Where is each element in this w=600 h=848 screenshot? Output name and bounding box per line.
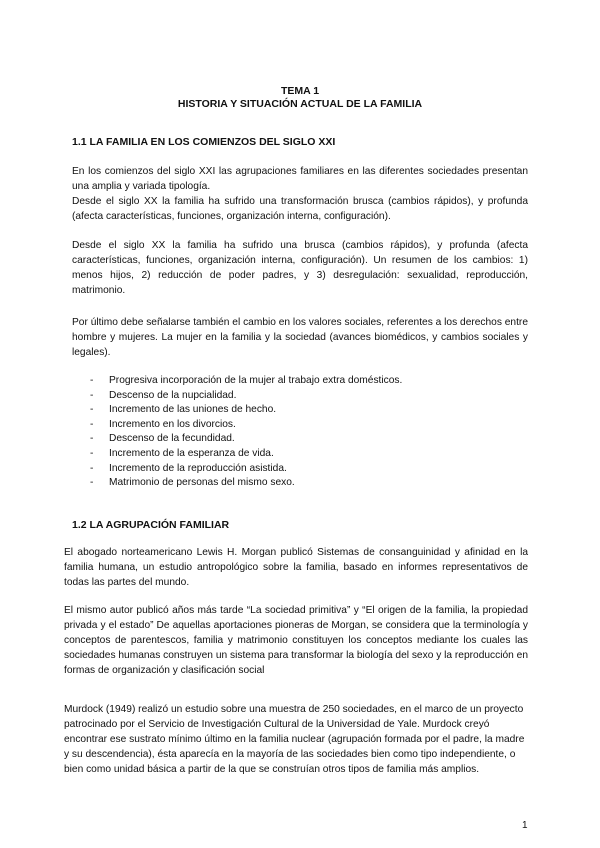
section-1-paragraph-3: Desde el siglo XX la familia ha sufrido una brusca (cambios rápidos), y profunda (afecta características, funciones, organización interna, configuración). Un resumen de los cambios: 1) menos hijos, 2) reducción de poder padres, y 3) desregulación: sexualidad, reproducción, matrimonio.: [72, 240, 528, 296]
list-item: [90, 418, 402, 433]
section-1-paragraph-2: Desde el siglo XX la familia ha sufrido una transformación brusca (cambios rápidos), y profunda (afecta características, funciones, organización interna, configuración).: [72, 196, 528, 222]
list-item: [90, 374, 402, 389]
bullet-dash: -: [90, 447, 94, 459]
list-item-text: Incremento de las uniones de hecho.: [109, 404, 277, 416]
section-2-paragraph-2: El mismo autor publicó años más tarde “La sociedad primitiva” y “El origen de la familia, la propiedad privada y el estado” De aquellas aportaciones pioneras de Morgan, se considera que la terminología y conceptos de parentescos, familia y matrimonio constituyen los conceptos mediante los cuales las sociedades humanas construyen un sistema para transformar la biología del sexo y la reproducción en formas de organización y clasificación social: [64, 605, 528, 676]
bullet-dash: -: [90, 477, 94, 489]
list-item: [90, 389, 402, 404]
bullet-dash: -: [90, 462, 94, 474]
document-title: HISTORIA Y SITUACIÓN ACTUAL DE LA FAMILIA: [177, 98, 423, 110]
list-item-text: Incremento en los divorcios.: [109, 418, 236, 430]
list-item: [90, 476, 402, 491]
bullet-dash: -: [90, 418, 94, 430]
list-item-text: Descenso de la fecundidad.: [109, 433, 235, 445]
list-item-text: Descenso de la nupcialidad.: [109, 389, 237, 401]
bullet-dash: -: [90, 404, 94, 416]
document-tema: TEMA 1: [280, 85, 320, 97]
list-item-text: Incremento de la reproducción asistida.: [109, 462, 287, 474]
section-2-paragraph-1: El abogado norteamericano Lewis H. Morgan publicó Sistemas de consanguinidad y afinidad en la familia humana, un estudio antropológico sobre la familia, basado en informes representativos de todas las partes del mundo.: [64, 547, 528, 588]
list-item: [90, 403, 402, 418]
section-2-paragraph-3: Murdock (1949) realizó un estudio sobre una muestra de 250 sociedades, en el marco de un proyecto patrocinado por el Servicio de Investigación Cultural de la Universidad de Yale. Murdock creyó encontrar ese sustrato mínimo último en la familia nuclear (agrupación formada por el padre, la madre y su descendencia), ésta aparecía en la mayoría de las sociedades bien como tipo independiente, o bien como unidad básica a partir de la que se construían otros tipos de familia más amplios.: [64, 704, 525, 775]
list-item: [90, 432, 402, 447]
bullet-dash: -: [90, 389, 94, 401]
page-number: 1: [522, 820, 528, 831]
section-1-paragraph-1: En los comienzos del siglo XXI las agrupaciones familiares en las diferentes sociedades presentan una amplia y variada tipología.: [72, 166, 528, 192]
bullet-dash: -: [90, 433, 94, 445]
section-1-paragraph-4: Por último debe señalarse también el cambio en los valores sociales, referentes a los derechos entre hombre y mujeres. La mujer en la familia y la sociedad (avances biomédicos, y cambios sociales y legales).: [72, 317, 528, 358]
list-item: [90, 447, 402, 462]
section-1-heading: 1.1 LA FAMILIA EN LOS COMIENZOS DEL SIGLO XXI: [72, 136, 336, 148]
list-item-text: Progresiva incorporación de la mujer al trabajo extra domésticos.: [109, 375, 403, 386]
list-item-text: Incremento de la esperanza de vida.: [109, 447, 274, 459]
changes-list: [90, 374, 402, 491]
list-item: [90, 462, 402, 477]
list-item-text: Matrimonio de personas del mismo sexo.: [109, 477, 295, 489]
bullet-dash: -: [90, 375, 94, 386]
section-2-heading: 1.2 LA AGRUPACIÓN FAMILIAR: [72, 519, 230, 531]
